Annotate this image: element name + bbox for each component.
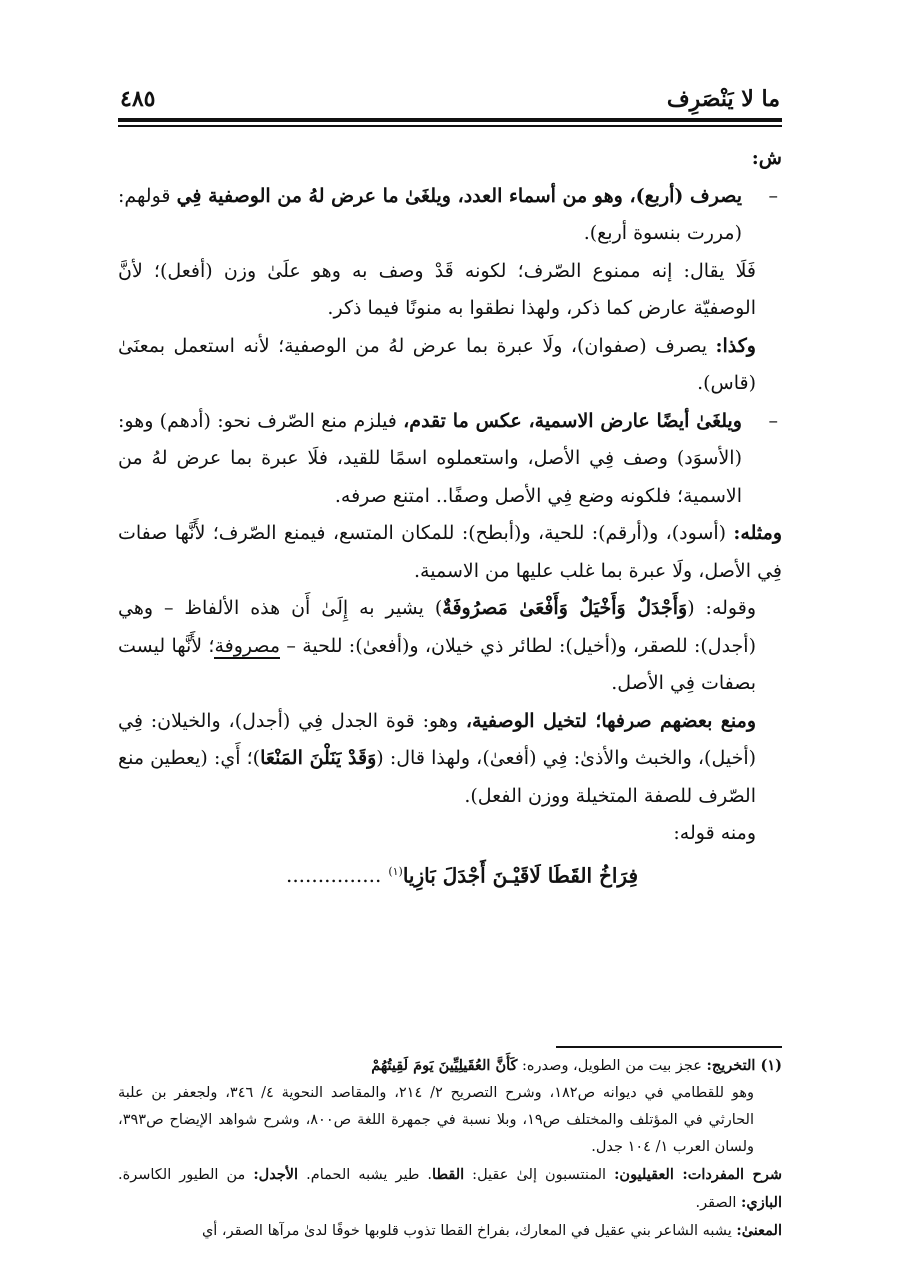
- main-text: [118, 140, 782, 895]
- verse-dots: ...............: [285, 863, 382, 888]
- page-number: ٤٨٥: [120, 86, 156, 112]
- paragraph-bold-text: ومثله:: [733, 522, 782, 544]
- paragraph: [118, 328, 782, 403]
- vocab-word: القطا: [432, 1166, 465, 1183]
- header-rule-thin: [118, 125, 782, 127]
- footnotes: [118, 1052, 782, 1245]
- bullet-dash: –: [768, 184, 778, 207]
- paragraph-text: ؛ لأَنَّها ليست بصفات فِي الأصل.: [118, 634, 756, 694]
- vocab-def: . طير يشبه الحمام.: [298, 1167, 433, 1183]
- paragraph-bold-text: وكذا:: [715, 334, 756, 357]
- paragraph-text: قولهم: (مررت بنسوة أربع).: [118, 184, 742, 244]
- bullet-paragraph-2: [118, 403, 782, 516]
- footnote-label: (١) التخريج:: [706, 1057, 782, 1074]
- footnote-ref[interactable]: (١): [388, 864, 403, 878]
- footnote-verse: كَأَنَّ العُقَيلِيِّينَ يَومَ لَقِيتُهُمْ: [371, 1057, 518, 1074]
- paragraph: ومنه قوله:: [673, 822, 756, 844]
- vocab-word: البازي:: [741, 1194, 782, 1211]
- paragraph-text: وقوله: (: [687, 597, 756, 619]
- paragraph-bold-text: ويلغَىٰ أيضًا عارض الاسمية، عكس ما تقدم،: [403, 409, 742, 432]
- footnote-text: عجز بيت من الطويل، وصدره:: [517, 1058, 707, 1074]
- quoted-verse-text: وَأَجْدَلٌ وَأَخْيَلٌ وَأَفْعَىٰ مَصرُوفَةٌ: [442, 597, 688, 619]
- footnote-meaning: [118, 1217, 782, 1245]
- verse-line: [118, 853, 782, 895]
- paragraph: فَلَا يقال: إنه ممنوع الصّرف؛ لكونه قَدْ وصف به وهو علَىٰ وزن (أفعل)؛ لأنَّ الوصفيّة عارض كما ذكر، ولهذا نطقوا به منونًا فيما ذكر.: [118, 259, 756, 319]
- underlined-word: مصروفة: [214, 634, 281, 657]
- verse-text: فِرَاخُ القَطَا لَاقَيْـنَ أَجْدَلَ بَازِيا: [402, 863, 639, 888]
- vocab-label: شرح المفردات:: [682, 1166, 782, 1183]
- footnote-1: [118, 1052, 782, 1080]
- vocab-word: العقيليون:: [614, 1166, 683, 1183]
- footnote-vocabulary: [118, 1161, 782, 1217]
- footnote-sources: وهو للقطامي في ديوانه ص١٨٢، وشرح التصريح ٢/ ٢١٤، والمقاصد النحوية ٤/ ٣٤٦، ولجعفر بن علبة الحارثي في المؤتلف والمختلف ص١٩، وبلا نسبة في جمهرة اللغة ص٨٠٠، وشرح شواهد الإيضاح ص٣٩٣، ولسان العرب ١/ ١٠٤ جدل.: [118, 1085, 755, 1155]
- paragraph-text: )؛ أَي: (يعطين منع الصّرف للصفة المتخيلة ووزن الفعل).: [118, 747, 756, 807]
- paragraph-bold-text: ومنع بعضهم صرفها؛ لتخيل الوصفية،: [465, 709, 756, 732]
- meaning-text: يشبه الشاعر بني عقيل في المعارك، بفراخ القطا تذوب قلوبها خوفًا لدىٰ مرآها الصقر، أي: [201, 1223, 737, 1239]
- vocab-def: المنتسبون إلىٰ عقيل:: [464, 1167, 615, 1183]
- bullet-dash: –: [768, 409, 778, 432]
- paragraph: [118, 590, 782, 703]
- paragraph: [118, 703, 782, 816]
- meaning-label: المعنىٰ:: [736, 1222, 782, 1239]
- paragraph-text: فيلزم منع الصّرف نحو: (أدهم) وهو: (الأسوَد) وصف فِي الأصل، واستعملوه اسمًا للقيد، فلَا عبرة بما عرض لهُ من الاسمية؛ فلكونه وضع فِي الأصل وصفًا.. امتنع صرفه.: [118, 409, 742, 507]
- vocab-word: الأجدل:: [253, 1166, 299, 1183]
- paragraph-text: (أسود)، و(أرقم): للحية، و(أبطح): للمكان المتسع، فيمنع الصّرف؛ لأَنَّها صفات فِي الأصل، ولَا عبرة بما غلب عليها من الاسمية.: [118, 522, 782, 582]
- paragraph-bold-text: يصرف (أربع)، وهو من أسماء العدد، ويلغَىٰ ما عرض لهُ من الوصفية فِي: [176, 184, 742, 207]
- paragraph: [118, 515, 782, 590]
- paragraph-text: ) يشير به إِلَىٰ أَن هذه الألفاظ – وهي (أجدل): للصقر، و(أخيل): لطائر ذي خيلان، و(أفعىٰ): للحية –: [118, 597, 756, 657]
- vocab-def: الصقر.: [695, 1195, 742, 1211]
- paragraph-text: يصرف (صفوان)، ولَا عبرة بما عرض لهُ من الوصفية؛ لأنه استعمل بمعنَىٰ (قاس).: [118, 334, 756, 394]
- running-title: ما لا يَنْصَرِف: [666, 86, 780, 112]
- footnote-separator: [556, 1046, 782, 1048]
- page-header: [120, 82, 780, 112]
- quoted-verse-text: وَقَدْ يَنَلْنَ المَنْعَا: [260, 747, 377, 769]
- header-rule-thick: [118, 118, 782, 122]
- section-marker: ش:: [751, 147, 782, 169]
- bullet-paragraph-1: [118, 178, 782, 253]
- vocab-def: من الطيور الكاسرة.: [118, 1167, 254, 1183]
- paragraph-text: وهو: قوة الجدل فِي (أجدل)، والخيلان: فِي (أخيل)، والخبث والأذىٰ: فِي (أفعىٰ)، ولهذا قال: (: [118, 709, 757, 769]
